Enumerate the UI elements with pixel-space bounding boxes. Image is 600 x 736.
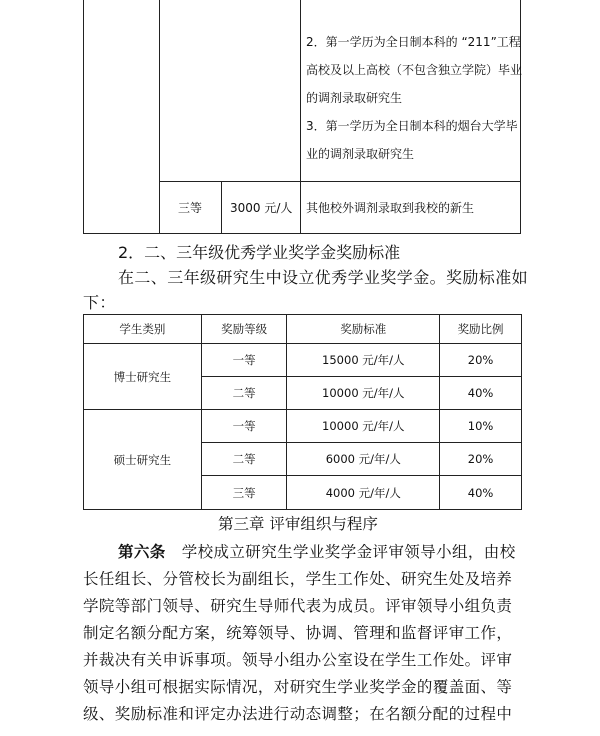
section-heading: 2．二、三年级优秀学业奖学金奖励标准	[118, 243, 401, 262]
level-cell: 一等	[201, 410, 287, 443]
amount-cell: 3000 元/人	[230, 201, 293, 215]
table-row	[84, 410, 522, 443]
paragraph-line: 学院等部门领导、研究生导师代表为成员。评审领导小组负责	[83, 597, 513, 615]
col-divider	[221, 181, 222, 233]
paragraph-line: 长任组长、分管校长为副组长，学生工作处、研究生处及培养	[83, 570, 513, 588]
level-cell: 二等	[201, 443, 287, 476]
paragraph-line: 在二、三年级研究生中设立优秀学业奖学金。奖励标准如	[118, 268, 529, 287]
article-text: 学校成立研究生学业奖学金评审领导小组，由校	[181, 543, 516, 561]
paragraph-line: 制定名额分配方案，统筹领导、协调、管理和监督评审工作，	[83, 624, 513, 642]
article-label: 第六条	[118, 543, 166, 561]
table-header-row	[84, 315, 522, 344]
standard-cell: 6000 元/年/人	[287, 443, 440, 476]
standard-cell: 4000 元/年/人	[287, 476, 440, 510]
header-cell: 奖励等级	[201, 315, 287, 344]
header-cell: 学生类别	[84, 315, 202, 344]
criteria-line: 业的调剂录取研究生	[306, 147, 415, 161]
category-cell: 博士研究生	[84, 344, 202, 410]
table-row	[84, 344, 522, 377]
criteria-cell: 其他校外调剂录取到我校的新生	[306, 201, 475, 215]
col-divider	[159, 0, 160, 233]
header-cell: 奖励标准	[287, 315, 440, 344]
ratio-cell: 10%	[440, 410, 522, 443]
level-cell: 一等	[201, 344, 287, 377]
paragraph-line: 下：	[83, 293, 116, 312]
award-table-continued	[83, 0, 521, 234]
standard-cell: 15000 元/年/人	[287, 344, 440, 377]
ratio-cell: 20%	[440, 443, 522, 476]
paragraph-line: 级、奖励标准和评定办法进行动态调整；在名额分配的过程中	[83, 705, 513, 723]
chapter-title: 第三章 评审组织与程序	[218, 515, 378, 533]
standard-cell: 10000 元/年/人	[287, 410, 440, 443]
criteria-line: 的调剂录取研究生	[306, 91, 403, 105]
category-cell: 硕士研究生	[84, 410, 202, 510]
row-divider	[159, 181, 521, 182]
level-cell: 三等	[178, 201, 203, 215]
standard-cell: 10000 元/年/人	[287, 377, 440, 410]
col-divider	[300, 0, 301, 233]
level-cell: 二等	[201, 377, 287, 410]
criteria-line: 2．第一学历为全日制本科的 “211”工程	[306, 35, 521, 49]
article-line	[118, 540, 516, 562]
ratio-cell: 20%	[440, 344, 522, 377]
header-cell: 奖励比例	[440, 315, 522, 344]
ratio-cell: 40%	[440, 377, 522, 410]
criteria-line: 3．第一学历为全日制本科的烟台大学毕	[306, 119, 518, 133]
paragraph-line: 并裁决有关申诉事项。领导小组办公室设在学生工作处。评审	[83, 651, 513, 669]
criteria-line: 高校及以上高校（不包含独立学院）毕业	[306, 63, 523, 77]
scholarship-standard-table	[83, 314, 522, 510]
ratio-cell: 40%	[440, 476, 522, 510]
level-cell: 三等	[201, 476, 287, 510]
paragraph-line: 领导小组可根据实际情况，对研究生学业奖学金的覆盖面、等	[83, 678, 513, 696]
